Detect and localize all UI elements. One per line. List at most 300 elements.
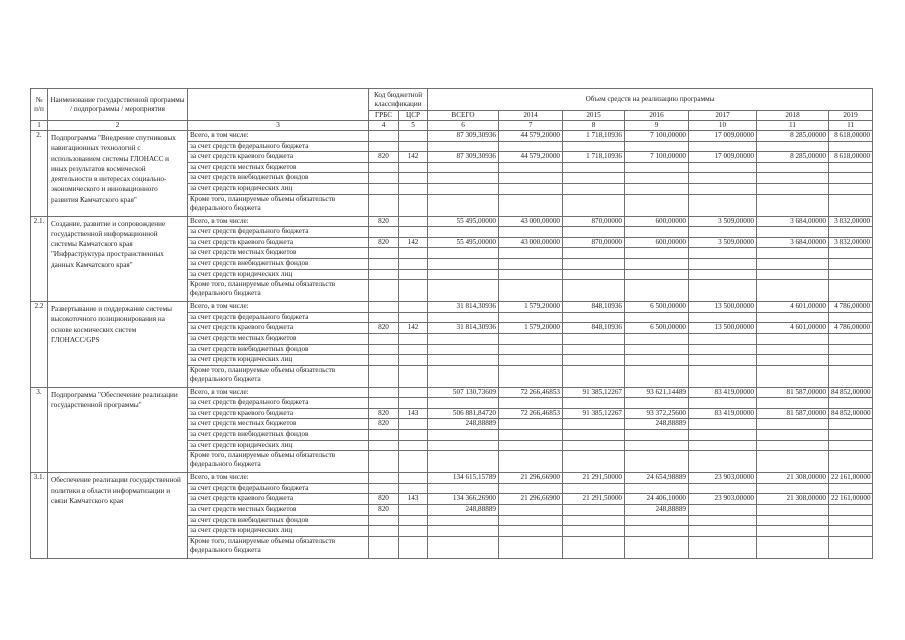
grbs-code (369, 312, 399, 323)
funding-source: за счет средств федерального бюджета (188, 312, 369, 323)
amount-2016 (625, 141, 689, 152)
amount-2016 (625, 344, 689, 355)
funding-source: за счет средств федерального бюджета (188, 141, 369, 152)
funding-source: Кроме того, планируемые объемы обязательств федерального бюджета (188, 194, 369, 216)
amount-total (428, 355, 499, 366)
amount-2014 (499, 141, 563, 152)
amount-2018 (757, 536, 829, 558)
amount-2018: 4 601,00000 (757, 302, 829, 313)
funding-source: Кроме того, планируемые объемы обязательств федерального бюджета (188, 451, 369, 473)
amount-2019 (829, 194, 873, 216)
amount-2019 (829, 248, 873, 259)
amount-2015 (563, 269, 625, 280)
amount-2019 (829, 398, 873, 409)
csr-code (399, 473, 428, 484)
amount-2014: 21 296,66900 (499, 494, 563, 505)
grbs-code (369, 398, 399, 409)
amount-total: 87 309,30936 (428, 131, 499, 142)
header-name: Наименование государственной программы / подпрограммы / мероприятия (48, 89, 188, 121)
grbs-code: 820 (369, 494, 399, 505)
funding-source: Кроме того, планируемые объемы обязательств федерального бюджета (188, 280, 369, 302)
grbs-code (369, 131, 399, 142)
amount-2017 (689, 183, 757, 194)
amount-2019 (829, 227, 873, 238)
header-year: 2017 (689, 111, 757, 121)
amount-2014 (499, 227, 563, 238)
section-name: Обеспечение реализации государственной политики в области информатизации и связи Камчатского края (51, 476, 181, 505)
amount-2014: 1 579,20000 (499, 302, 563, 313)
amount-2014 (499, 483, 563, 494)
amount-2015 (563, 526, 625, 537)
csr-code (399, 162, 428, 173)
amount-2015 (563, 536, 625, 558)
grbs-code (369, 269, 399, 280)
amount-2015 (563, 173, 625, 184)
amount-2018 (757, 269, 829, 280)
amount-2014: 72 266,46853 (499, 408, 563, 419)
column-number: 8 (563, 121, 625, 131)
amount-2017: 17 009,00000 (689, 152, 757, 163)
amount-2017 (689, 227, 757, 238)
amount-2019 (829, 258, 873, 269)
amount-2016 (625, 183, 689, 194)
amount-2019 (829, 173, 873, 184)
amount-total (428, 483, 499, 494)
amount-2018: 4 601,00000 (757, 323, 829, 334)
column-number: 11 (757, 121, 829, 131)
grbs-code (369, 387, 399, 398)
csr-code: 143 (399, 408, 428, 419)
grbs-code (369, 440, 399, 451)
amount-2018 (757, 258, 829, 269)
amount-2017: 13 500,00000 (689, 323, 757, 334)
amount-2016: 600,00000 (625, 216, 689, 227)
grbs-code (369, 473, 399, 484)
amount-2018: 3 684,00000 (757, 237, 829, 248)
table-row (31, 216, 873, 227)
funding-source: Всего, в том числе: (188, 302, 369, 313)
amount-total (428, 365, 499, 387)
csr-code (399, 515, 428, 526)
amount-2019 (829, 333, 873, 344)
funding-source: за счет средств внебюджетных фондов (188, 430, 369, 441)
amount-total (428, 183, 499, 194)
csr-code: 142 (399, 237, 428, 248)
amount-2017 (689, 344, 757, 355)
grbs-code (369, 258, 399, 269)
amount-2017 (689, 258, 757, 269)
amount-2019 (829, 430, 873, 441)
amount-total (428, 162, 499, 173)
amount-2017 (689, 505, 757, 516)
amount-2014: 21 296,66900 (499, 473, 563, 484)
csr-code (399, 302, 428, 313)
amount-2014 (499, 162, 563, 173)
amount-2015: 848,10936 (563, 323, 625, 334)
amount-2014 (499, 344, 563, 355)
section-number: 2.1. (31, 216, 48, 302)
csr-code (399, 173, 428, 184)
column-number: 1 (31, 121, 48, 131)
funding-source: за счет средств федерального бюджета (188, 227, 369, 238)
csr-code (399, 505, 428, 516)
amount-2018: 8 285,00000 (757, 131, 829, 142)
amount-2017 (689, 430, 757, 441)
amount-2016 (625, 269, 689, 280)
column-number: 2 (48, 121, 188, 131)
amount-2016 (625, 451, 689, 473)
grbs-code (369, 344, 399, 355)
section-name-cell (48, 387, 188, 473)
amount-2015 (563, 430, 625, 441)
amount-2019 (829, 451, 873, 473)
amount-2014 (499, 430, 563, 441)
amount-total: 507 130,73609 (428, 387, 499, 398)
amount-2015 (563, 194, 625, 216)
amount-2016: 7 100,00000 (625, 131, 689, 142)
amount-2017: 83 419,00000 (689, 408, 757, 419)
amount-2017: 3 509,00000 (689, 237, 757, 248)
amount-2019 (829, 526, 873, 537)
csr-code (399, 131, 428, 142)
amount-2016: 248,88889 (625, 419, 689, 430)
amount-2016: 248,88889 (625, 505, 689, 516)
column-number: 11 (829, 121, 873, 131)
amount-2015 (563, 344, 625, 355)
amount-2019 (829, 505, 873, 516)
amount-2019 (829, 440, 873, 451)
grbs-code: 820 (369, 152, 399, 163)
header-volume: Объем средств на реализацию программы (428, 89, 873, 111)
grbs-code: 820 (369, 505, 399, 516)
amount-2014: 43 000,00000 (499, 237, 563, 248)
amount-2014 (499, 280, 563, 302)
amount-total: 506 881,84720 (428, 408, 499, 419)
csr-code (399, 280, 428, 302)
amount-2018 (757, 194, 829, 216)
amount-2018 (757, 505, 829, 516)
amount-2019 (829, 483, 873, 494)
csr-code (399, 216, 428, 227)
amount-2014 (499, 258, 563, 269)
amount-2014 (499, 451, 563, 473)
amount-2017: 23 903,00000 (689, 494, 757, 505)
amount-2019 (829, 365, 873, 387)
grbs-code: 820 (369, 237, 399, 248)
csr-code (399, 183, 428, 194)
grbs-code (369, 451, 399, 473)
amount-2019 (829, 141, 873, 152)
header-year: 2014 (499, 111, 563, 121)
amount-2018 (757, 183, 829, 194)
amount-2017 (689, 248, 757, 259)
amount-2016 (625, 248, 689, 259)
program-funding-table (30, 88, 873, 559)
amount-2016 (625, 526, 689, 537)
section-number: 3. (31, 387, 48, 473)
amount-2015: 21 291,50000 (563, 473, 625, 484)
amount-total (428, 312, 499, 323)
amount-2019 (829, 280, 873, 302)
section-name: Создание, развитие и сопровождение государственной информационной системы Камчатского края "Инфраструктура пространственных данных Камчатского края" (51, 219, 166, 269)
amount-2015 (563, 333, 625, 344)
csr-code (399, 248, 428, 259)
funding-source: за счет средств внебюджетных фондов (188, 344, 369, 355)
funding-source: за счет средств местных бюджетов (188, 333, 369, 344)
amount-2017 (689, 141, 757, 152)
section-number: 3.1. (31, 473, 48, 559)
csr-code (399, 451, 428, 473)
amount-2014 (499, 194, 563, 216)
amount-2016 (625, 430, 689, 441)
amount-2015 (563, 451, 625, 473)
grbs-code: 820 (369, 408, 399, 419)
amount-2015 (563, 141, 625, 152)
amount-total (428, 440, 499, 451)
column-number: 3 (188, 121, 369, 131)
amount-2019: 4 786,00000 (829, 323, 873, 334)
amount-2017 (689, 483, 757, 494)
section-number: 2. (31, 131, 48, 217)
csr-code: 142 (399, 323, 428, 334)
table-header (31, 89, 873, 131)
csr-code (399, 398, 428, 409)
amount-2014: 43 000,00000 (499, 216, 563, 227)
amount-2016 (625, 333, 689, 344)
section-name: Подпрограмма "Внедрение спутниковых навигационных технологий с использованием системы ГЛОНАСС и иных результатов космической деятельности в интересах социально-экономического и инновационного развития Камчатского края" (51, 134, 176, 204)
csr-code (399, 227, 428, 238)
amount-2016: 93 372,25600 (625, 408, 689, 419)
funding-source: за счет средств местных бюджетов (188, 248, 369, 259)
amount-2019: 22 161,00000 (829, 494, 873, 505)
header-funding-source (188, 89, 369, 121)
csr-code (399, 344, 428, 355)
amount-2015 (563, 355, 625, 366)
section-name-cell (48, 302, 188, 388)
header-year: 2016 (625, 111, 689, 121)
grbs-code (369, 162, 399, 173)
amount-2015: 91 385,12267 (563, 408, 625, 419)
amount-2015 (563, 227, 625, 238)
amount-2018 (757, 483, 829, 494)
amount-2014 (499, 355, 563, 366)
amount-total (428, 194, 499, 216)
amount-2017 (689, 451, 757, 473)
amount-2016 (625, 398, 689, 409)
amount-2014 (499, 183, 563, 194)
amount-2014: 44 579,20000 (499, 131, 563, 142)
amount-2017 (689, 269, 757, 280)
amount-2014 (499, 440, 563, 451)
amount-total: 31 814,30936 (428, 302, 499, 313)
amount-2016: 6 500,00000 (625, 323, 689, 334)
amount-2018 (757, 365, 829, 387)
amount-2017 (689, 536, 757, 558)
section-name: Подпрограмма "Обеспечение реализации государственной программы" (51, 390, 178, 409)
amount-2018 (757, 312, 829, 323)
funding-source: за счет средств краевого бюджета (188, 408, 369, 419)
column-number: 6 (428, 121, 499, 131)
amount-2014 (499, 505, 563, 516)
amount-2019 (829, 419, 873, 430)
amount-2019 (829, 355, 873, 366)
amount-total (428, 173, 499, 184)
header-grbs: ГРБС (369, 111, 399, 121)
amount-2017 (689, 355, 757, 366)
column-number: 7 (499, 121, 563, 131)
grbs-code (369, 194, 399, 216)
amount-2018 (757, 515, 829, 526)
amount-2015 (563, 440, 625, 451)
amount-2015: 1 718,10936 (563, 131, 625, 142)
amount-2015 (563, 483, 625, 494)
amount-2017: 3 509,00000 (689, 216, 757, 227)
amount-2018 (757, 440, 829, 451)
amount-2015 (563, 280, 625, 302)
amount-2014: 1 579,20000 (499, 323, 563, 334)
amount-2016: 600,00000 (625, 237, 689, 248)
amount-2015: 21 291,50000 (563, 494, 625, 505)
amount-total: 134 615,15789 (428, 473, 499, 484)
amount-2015 (563, 505, 625, 516)
csr-code (399, 387, 428, 398)
amount-2017 (689, 333, 757, 344)
amount-total: 55 495,00000 (428, 237, 499, 248)
amount-total: 87 309,30936 (428, 152, 499, 163)
funding-source: за счет средств краевого бюджета (188, 152, 369, 163)
column-number: 10 (689, 121, 757, 131)
funding-source: Кроме того, планируемые объемы обязательств федерального бюджета (188, 365, 369, 387)
amount-total (428, 248, 499, 259)
grbs-code (369, 430, 399, 441)
amount-2018 (757, 280, 829, 302)
amount-2015: 870,00000 (563, 216, 625, 227)
header-number: № п/п (31, 89, 48, 121)
amount-2017 (689, 173, 757, 184)
csr-code (399, 333, 428, 344)
csr-code: 143 (399, 494, 428, 505)
amount-2016 (625, 227, 689, 238)
amount-total (428, 515, 499, 526)
amount-2019: 84 852,00000 (829, 387, 873, 398)
amount-total (428, 269, 499, 280)
csr-code (399, 526, 428, 537)
section-name-cell (48, 473, 188, 559)
amount-2016: 24 406,10000 (625, 494, 689, 505)
amount-2019: 84 852,00000 (829, 408, 873, 419)
amount-total (428, 536, 499, 558)
funding-source: за счет средств краевого бюджета (188, 237, 369, 248)
funding-source: за счет средств юридических лиц (188, 440, 369, 451)
column-numbers-row (31, 121, 873, 131)
amount-2016 (625, 162, 689, 173)
amount-2019 (829, 162, 873, 173)
header-year: 2018 (757, 111, 829, 121)
funding-source: Кроме того, планируемые объемы обязательств федерального бюджета (188, 536, 369, 558)
amount-2018 (757, 344, 829, 355)
amount-2019 (829, 183, 873, 194)
grbs-code (369, 333, 399, 344)
amount-2016 (625, 258, 689, 269)
amount-2015: 91 385,12267 (563, 387, 625, 398)
amount-2015 (563, 398, 625, 409)
grbs-code (369, 483, 399, 494)
amount-2017 (689, 312, 757, 323)
amount-2019 (829, 269, 873, 280)
amount-2019: 8 618,00000 (829, 152, 873, 163)
amount-2016 (625, 355, 689, 366)
amount-total (428, 344, 499, 355)
amount-2014 (499, 526, 563, 537)
funding-source: за счет средств федерального бюджета (188, 398, 369, 409)
amount-2018 (757, 355, 829, 366)
grbs-code (369, 248, 399, 259)
amount-2016 (625, 440, 689, 451)
funding-source: за счет средств внебюджетных фондов (188, 515, 369, 526)
amount-total (428, 526, 499, 537)
column-number: 5 (399, 121, 428, 131)
amount-2017 (689, 398, 757, 409)
header-year: 2019 (829, 111, 873, 121)
amount-2018 (757, 227, 829, 238)
section-name-cell (48, 216, 188, 302)
funding-source: за счет средств местных бюджетов (188, 162, 369, 173)
amount-2019 (829, 344, 873, 355)
csr-code (399, 258, 428, 269)
amount-2015 (563, 312, 625, 323)
amount-2014 (499, 333, 563, 344)
amount-2018 (757, 248, 829, 259)
funding-source: за счет средств федерального бюджета (188, 483, 369, 494)
column-number: 9 (625, 121, 689, 131)
amount-2017 (689, 194, 757, 216)
grbs-code (369, 227, 399, 238)
amount-2019 (829, 515, 873, 526)
amount-2016: 93 621,14489 (625, 387, 689, 398)
funding-source: Всего, в том числе: (188, 387, 369, 398)
funding-source: за счет средств местных бюджетов (188, 505, 369, 516)
amount-2016 (625, 312, 689, 323)
amount-total (428, 451, 499, 473)
amount-2015 (563, 183, 625, 194)
amount-2018: 3 684,00000 (757, 216, 829, 227)
amount-2017 (689, 526, 757, 537)
amount-total: 248,88889 (428, 505, 499, 516)
amount-2018: 21 308,00000 (757, 494, 829, 505)
header-year: 2015 (563, 111, 625, 121)
amount-2016: 6 500,00000 (625, 302, 689, 313)
csr-code (399, 483, 428, 494)
amount-2014 (499, 419, 563, 430)
funding-source: за счет средств юридических лиц (188, 526, 369, 537)
csr-code (399, 536, 428, 558)
amount-2017 (689, 280, 757, 302)
funding-source: Всего, в том числе: (188, 216, 369, 227)
amount-2017 (689, 365, 757, 387)
funding-source: Всего, в том числе: (188, 473, 369, 484)
amount-2014 (499, 248, 563, 259)
amount-total: 55 495,00000 (428, 216, 499, 227)
amount-2018 (757, 398, 829, 409)
amount-2018 (757, 333, 829, 344)
grbs-code (369, 536, 399, 558)
amount-2016 (625, 536, 689, 558)
amount-2017 (689, 515, 757, 526)
amount-2014 (499, 515, 563, 526)
amount-2014 (499, 398, 563, 409)
funding-source: за счет средств краевого бюджета (188, 323, 369, 334)
amount-2015 (563, 515, 625, 526)
